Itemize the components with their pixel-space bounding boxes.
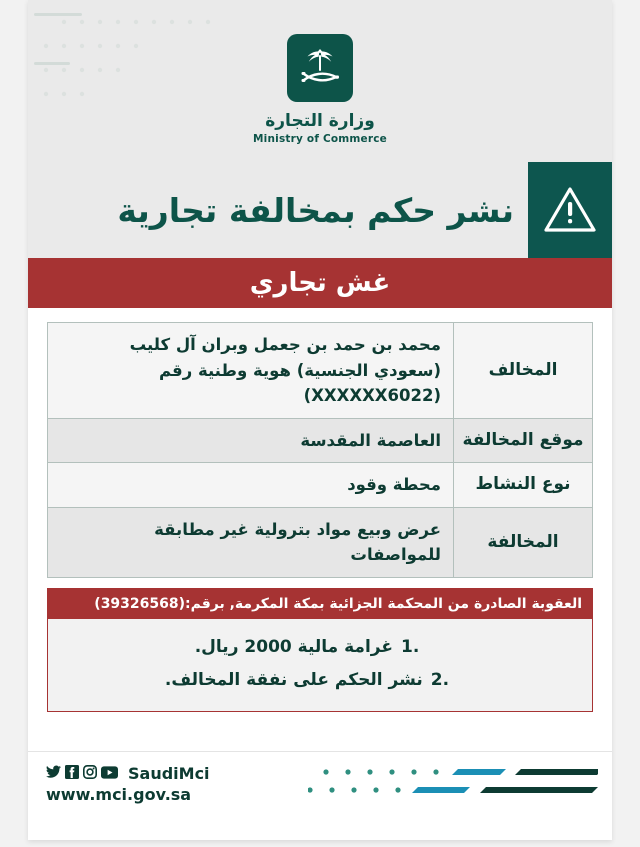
penalty-body xyxy=(48,619,592,711)
table-row xyxy=(48,323,593,419)
footer xyxy=(28,751,612,840)
row-label-violation: المخالفة xyxy=(454,507,593,577)
penalty-heading: العقوبة الصادرة من المحكمة الجزائية بمكة المكرمة, برقم:(39326568) xyxy=(48,589,592,619)
social-links xyxy=(46,764,210,783)
header-band xyxy=(28,0,612,258)
violation-info-table xyxy=(47,322,593,578)
warning-triangle-icon xyxy=(528,162,612,258)
youtube-icon[interactable] xyxy=(101,764,118,783)
penalty-item-number: .1 xyxy=(400,636,420,657)
row-label-violator: المخالف xyxy=(454,323,593,419)
row-label-location: موقع المخالفة xyxy=(454,418,593,463)
list-item xyxy=(58,664,556,697)
ministry-name-ar: وزارة التجارة xyxy=(265,111,375,131)
instagram-icon[interactable] xyxy=(83,764,97,783)
table-row xyxy=(48,463,593,508)
dash-dot-decoration xyxy=(308,762,598,806)
row-value-violator: محمد بن حمد بن جعمل وبران آل كليب (سعودي الجنسية) هوية وطنية رقم (XXXXXX6022) xyxy=(48,323,454,419)
info-table-wrap xyxy=(28,308,612,578)
facebook-icon[interactable] xyxy=(65,764,79,783)
website-url[interactable]: www.mci.gov.sa xyxy=(46,785,192,804)
violation-type-banner: غش تجاري xyxy=(28,258,612,308)
penalty-block xyxy=(47,588,593,712)
page-title: نشر حكم بمخالفة تجارية xyxy=(117,190,514,230)
saudi-emblem-palm-swords-icon xyxy=(287,34,353,102)
row-value-violation: عرض وبيع مواد بترولية غير مطابقة للمواصفات xyxy=(48,507,454,577)
list-item xyxy=(58,631,556,664)
row-value-activity: محطة وقود xyxy=(48,463,454,508)
row-label-activity: نوع النشاط xyxy=(454,463,593,508)
penalty-list xyxy=(58,631,582,697)
notice-card xyxy=(28,0,612,840)
twitter-icon[interactable] xyxy=(46,764,61,783)
table-row xyxy=(48,507,593,577)
title-row xyxy=(28,162,612,258)
social-handle[interactable]: SaudiMci xyxy=(128,764,210,783)
penalty-item-text: نشر الحكم على نفقة المخالف. xyxy=(164,670,423,691)
row-value-location: العاصمة المقدسة xyxy=(48,418,454,463)
ministry-name-en: Ministry of Commerce xyxy=(253,133,387,145)
penalty-item-number: .2 xyxy=(430,670,450,691)
footer-contact xyxy=(46,764,210,804)
table-row xyxy=(48,418,593,463)
ministry-logo xyxy=(28,34,612,145)
penalty-item-text: غرامة مالية 2000 ريال. xyxy=(194,636,393,657)
